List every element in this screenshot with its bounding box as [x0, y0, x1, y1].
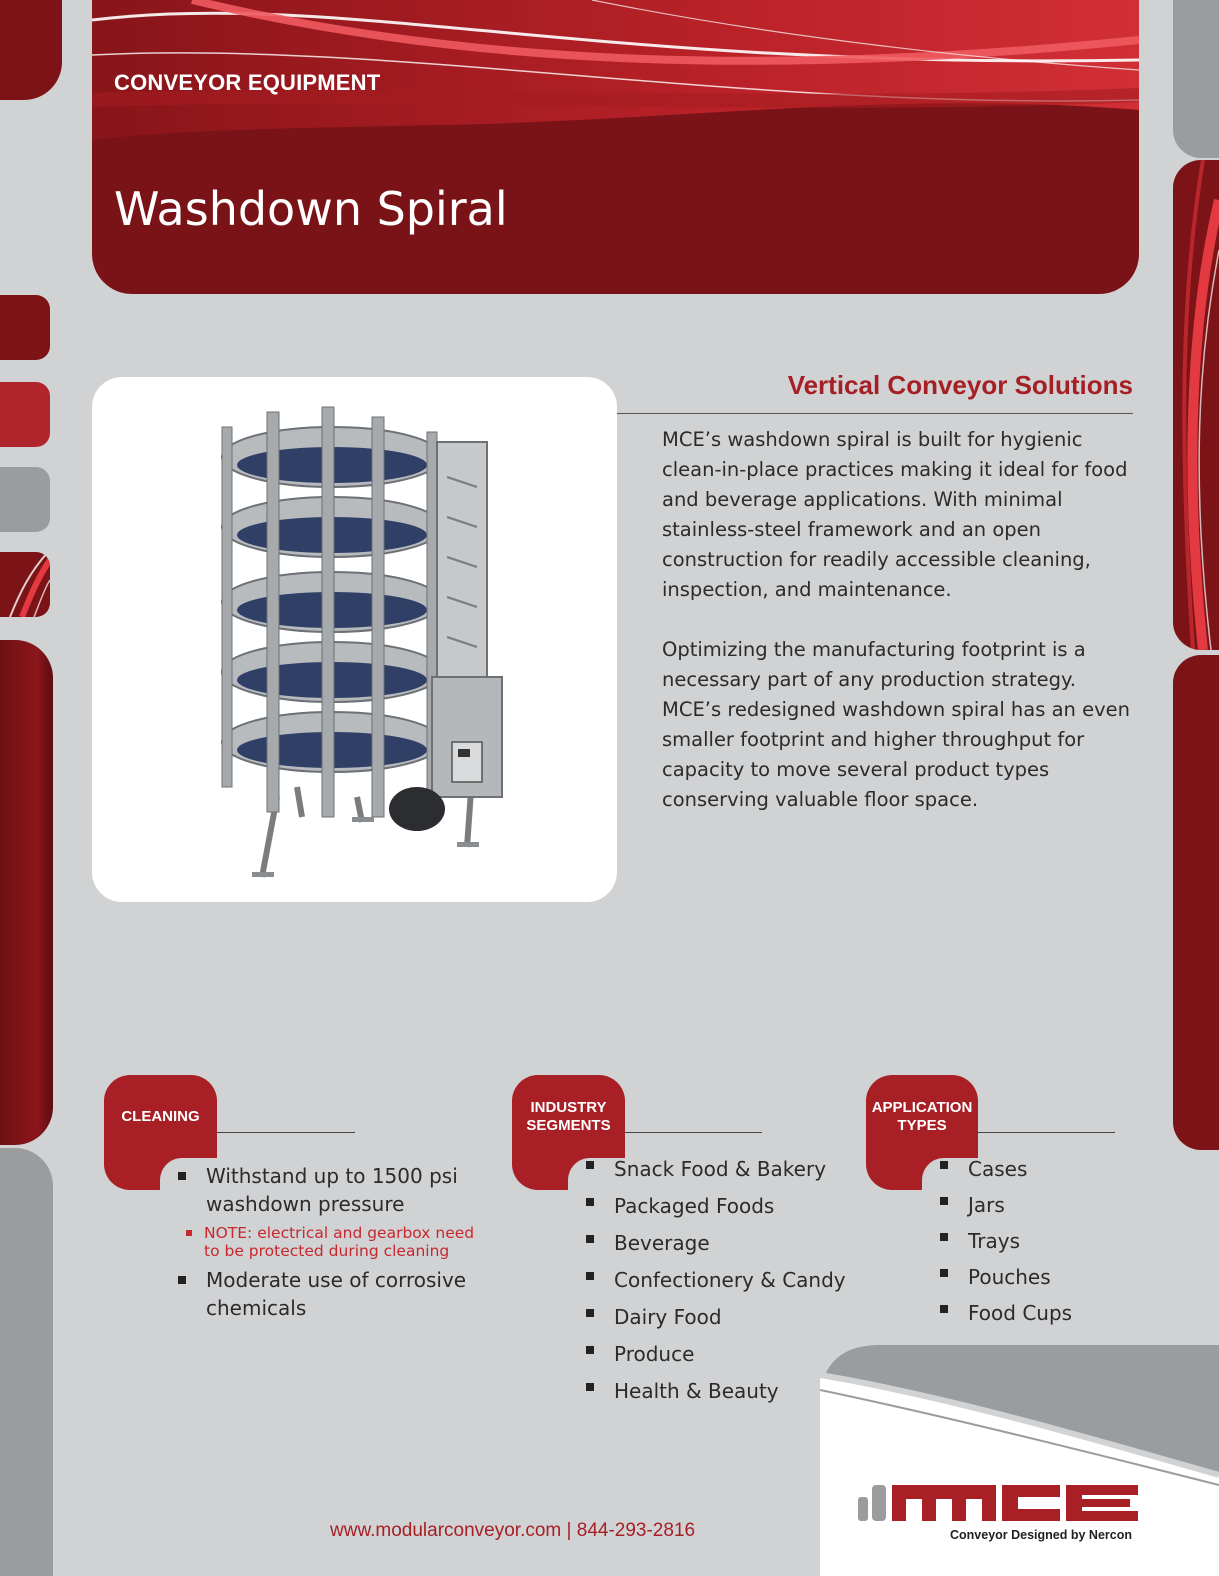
- left-top-decor: [0, 0, 62, 100]
- left-tab-red: [0, 382, 50, 447]
- description-paragraph-2: Optimizing the manufacturing footprint is a necessary part of any production strategy. MCE’s redesigned washdown spiral has an even smaller footprint and higher throughput for capacity to move several product types conserving valuable floor space.: [662, 638, 1130, 811]
- industry-tab: [512, 1075, 625, 1158]
- list-item: Packaged Foods: [586, 1188, 856, 1225]
- application-label-line2: TYPES: [897, 1116, 947, 1134]
- description-text: [662, 425, 1132, 815]
- cleaning-note: NOTE: electrical and gearbox need to be protected during cleaning: [186, 1224, 478, 1260]
- list-item: Jars: [940, 1187, 1160, 1223]
- list-item: Withstand up to 1500 psi washdown pressure: [178, 1162, 478, 1218]
- list-item: Snack Food & Bakery: [586, 1151, 856, 1188]
- application-list: [940, 1151, 1160, 1331]
- list-item: Dairy Food: [586, 1299, 856, 1336]
- list-item: Produce: [586, 1336, 856, 1373]
- list-item: Moderate use of corrosive chemicals: [178, 1266, 478, 1322]
- left-tab-grey: [0, 467, 50, 532]
- list-item: Trays: [940, 1223, 1160, 1259]
- industry-list: [586, 1151, 856, 1410]
- right-red-swoosh-decor: [1173, 160, 1219, 650]
- category-label: CONVEYOR EQUIPMENT: [114, 70, 381, 95]
- application-label-line1: APPLICATION: [871, 1098, 973, 1116]
- logo-tagline: Conveyor Designed by Nercon: [950, 1528, 1132, 1542]
- cleaning-label: CLEANING: [121, 1107, 200, 1125]
- left-bottom-grey-decor: [0, 1148, 53, 1576]
- product-image-card: [92, 377, 617, 902]
- list-item: Beverage: [586, 1225, 856, 1262]
- industry-label-line1: INDUSTRY: [530, 1098, 607, 1116]
- right-red-decor: [1173, 655, 1219, 1150]
- list-item: Health & Beauty: [586, 1373, 856, 1410]
- left-tab-swoosh: [0, 552, 50, 617]
- industry-label-line2: SEGMENTS: [526, 1116, 611, 1134]
- logo-text: MCE: [980, 1463, 983, 1464]
- list-item: Confectionery & Candy: [586, 1262, 856, 1299]
- spiral-conveyor-illustration: [92, 377, 617, 902]
- section-heading: Vertical Conveyor Solutions: [787, 370, 1133, 400]
- cleaning-tab: [104, 1075, 217, 1158]
- list-item: Cases: [940, 1151, 1160, 1187]
- header-swoosh-graphic: [92, 0, 1139, 294]
- left-tab-dark-red: [0, 295, 50, 360]
- heading-divider: [617, 413, 1133, 414]
- industry-divider: [625, 1132, 762, 1133]
- header-banner: [92, 0, 1139, 294]
- list-item: Food Cups: [940, 1295, 1160, 1331]
- cleaning-list: [178, 1162, 478, 1322]
- page-title: Washdown Spiral: [114, 182, 508, 236]
- right-top-grey-decor: [1173, 0, 1219, 158]
- left-long-decor: [0, 640, 53, 1145]
- application-divider: [978, 1132, 1115, 1133]
- application-tab: [866, 1075, 978, 1158]
- description-paragraph-1: MCE’s washdown spiral is built for hygienic clean-in-place practices making it ideal for food and beverage applications. With minimal stainless-steel framework and an open construction for readily accessible cleaning, inspection, and maintenance.: [662, 428, 1128, 601]
- list-item: Pouches: [940, 1259, 1160, 1295]
- cleaning-divider: [217, 1132, 355, 1133]
- footer-contact[interactable]: www.modularconveyor.com | 844-293-2816: [330, 1520, 696, 1541]
